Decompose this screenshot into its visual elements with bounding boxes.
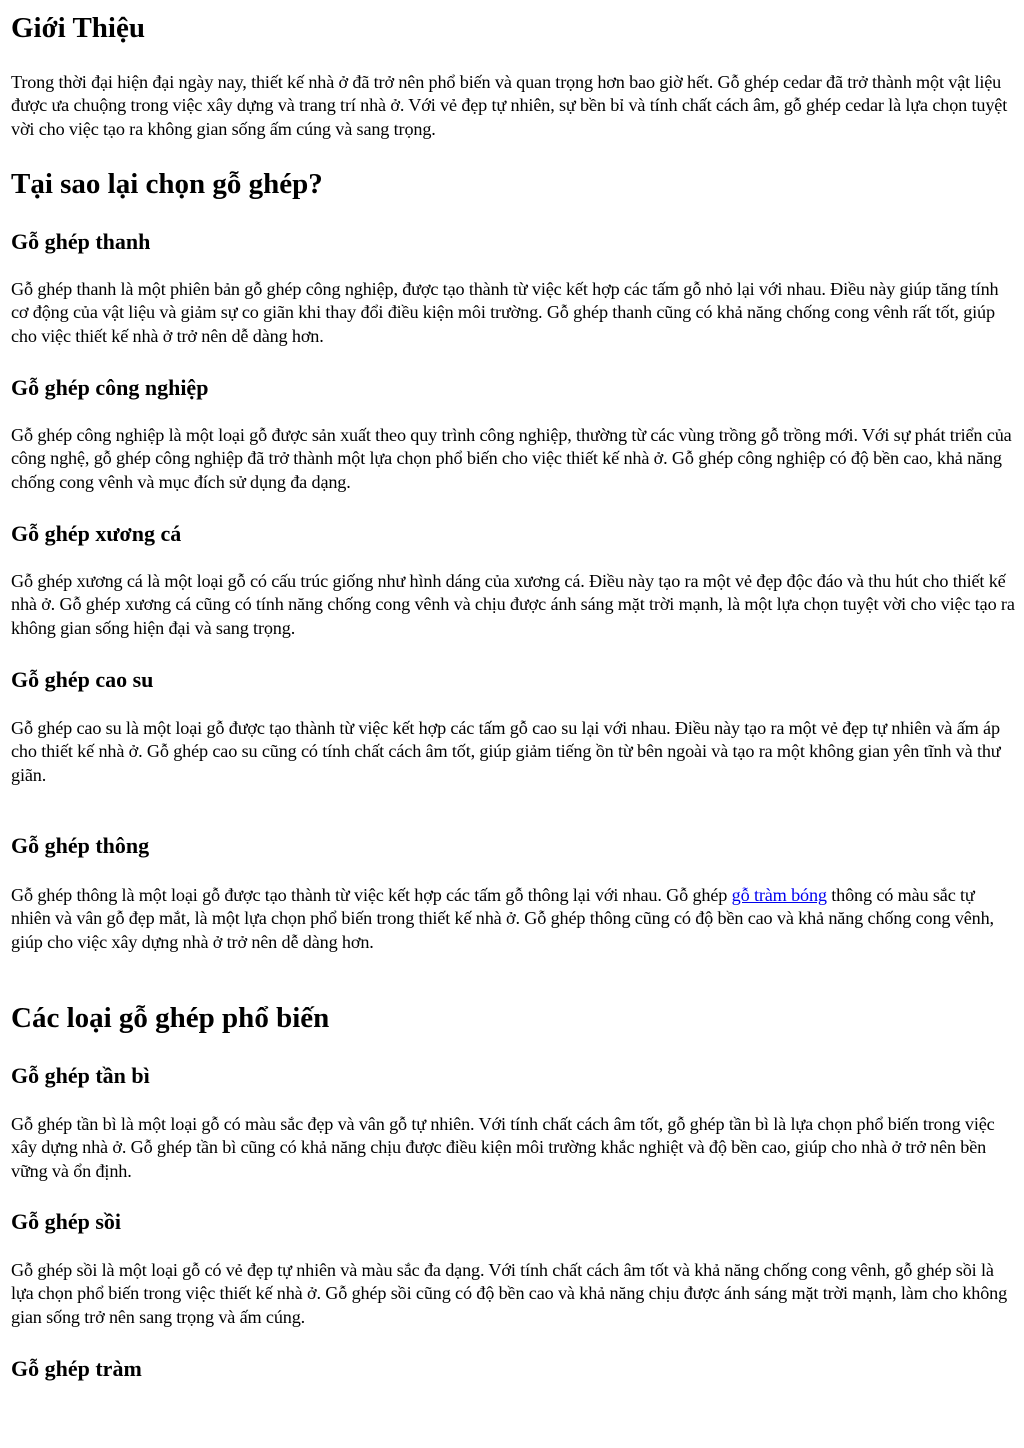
xuong-ca-heading: Gỗ ghép xương cá [11,521,182,546]
intro-heading: Giới Thiệu [11,12,145,44]
thong-paragraph-part1: Gỗ ghép thông là một loại gỗ được tạo thành từ việc kết hợp các tấm gỗ thông lại với nhau. Gỗ ghép [11,885,732,905]
tan-bi-heading: Gỗ ghép tần bì [11,1063,150,1088]
intro-paragraph: Trong thời đại hiện đại ngày nay, thiết kế nhà ở đã trở nên phổ biến và quan trọng hơn bao giờ hết. Gỗ ghép cedar đã trở thành một vật liệu được ưa chuộng trong việc xây dựng và trang trí nhà ở. Với vẻ đẹp tự nhiên, sự bền bỉ và tính chất cách âm, gỗ ghép cedar là lựa chọn tuyệt vời cho việc tạo ra không gian sống ấm cúng và sang trọng. [11,72,1008,139]
cong-nghiep-paragraph: Gỗ ghép công nghiệp là một loại gỗ được sản xuất theo quy trình công nghiệp, thường từ các vùng trồng gỗ trồng mới. Với sự phát triển của công nghệ, gỗ ghép công nghiệp đã trở thành một lựa chọn phổ biến cho việc thiết kế nhà ở. Gỗ ghép công nghiệp có độ bền cao, khả năng chống cong vênh và mục đích sử dụng đa dạng. [11,425,1012,492]
cao-su-paragraph: Gỗ ghép cao su là một loại gỗ được tạo thành từ việc kết hợp các tấm gỗ cao su lại với nhau. Điều này tạo ra một vẻ đẹp tự nhiên và ấm áp cho thiết kế nhà ở. Gỗ ghép cao su cũng có tính chất cách âm tốt, giúp giảm tiếng ồn từ bên ngoài và tạo ra một không gian yên tĩnh và thư giãn. [11,718,1001,785]
cong-nghiep-heading: Gỗ ghép công nghiệp [11,375,209,400]
types-heading: Các loại gỗ ghép phổ biến [11,1002,330,1034]
cao-su-heading: Gỗ ghép cao su [11,667,154,692]
go-tram-bong-link[interactable]: gỗ tràm bóng [731,885,827,905]
thong-heading: Gỗ ghép thông [11,833,150,858]
soi-paragraph: Gỗ ghép sồi là một loại gỗ có vẻ đẹp tự nhiên và màu sắc đa dạng. Với tính chất cách âm tốt và khả năng chống cong vênh, gỗ ghép sồi là lựa chọn phổ biến trong việc thiết kế nhà ở. Gỗ ghép sồi cũng có độ bền cao và khả năng chịu được ánh sáng mặt trời mạnh, làm cho không gian sống trở nên sang trọng và ấm cúng. [11,1260,1008,1327]
thong-paragraph-part2: thông có màu sắc tự nhiên và vân gỗ đẹp mắt, là một lựa chọn phổ biến trong thiết kế nhà ở. Gỗ ghép thông cũng có độ bền cao và khả năng chống cong vênh, giúp cho việc xây dựng nhà ở trở nên dễ dàng hơn. [11,885,994,952]
thong-paragraph [11,884,1015,954]
xuong-ca-paragraph: Gỗ ghép xương cá là một loại gỗ có cấu trúc giống như hình dáng của xương cá. Điều này tạo ra một vẻ đẹp độc đáo và thu hút cho thiết kế nhà ở. Gỗ ghép xương cá cũng có tính năng chống cong vênh và chịu được ánh sáng mặt trời mạnh, là một lựa chọn tuyệt vời cho việc tạo ra không gian sống hiện đại và sang trọng. [11,571,1015,638]
why-heading: Tại sao lại chọn gỗ ghép? [11,168,323,200]
soi-heading: Gỗ ghép sồi [11,1209,122,1234]
thanh-heading: Gỗ ghép thanh [11,229,151,254]
tan-bi-paragraph: Gỗ ghép tần bì là một loại gỗ có màu sắc đẹp và vân gỗ tự nhiên. Với tính chất cách âm tốt, gỗ ghép tần bì là lựa chọn phổ biến trong việc xây dựng nhà ở. Gỗ ghép tần bì cũng có khả năng chịu được điều kiện môi trường khắc nghiệt và độ bền cao, giúp cho nhà ở trở nên bền vững và ổn định. [11,1114,995,1181]
tram-heading: Gỗ ghép tràm [11,1356,142,1381]
thanh-paragraph: Gỗ ghép thanh là một phiên bản gỗ ghép công nghiệp, được tạo thành từ việc kết hợp các tấm gỗ nhỏ lại với nhau. Điều này giúp tăng tính cơ động của vật liệu và giảm sự co giãn khi thay đổi điều kiện môi trường. Gỗ ghép thanh cũng có khả năng chống cong vênh rất tốt, giúp cho việc thiết kế nhà ở trở nên dễ dàng hơn. [11,279,999,346]
